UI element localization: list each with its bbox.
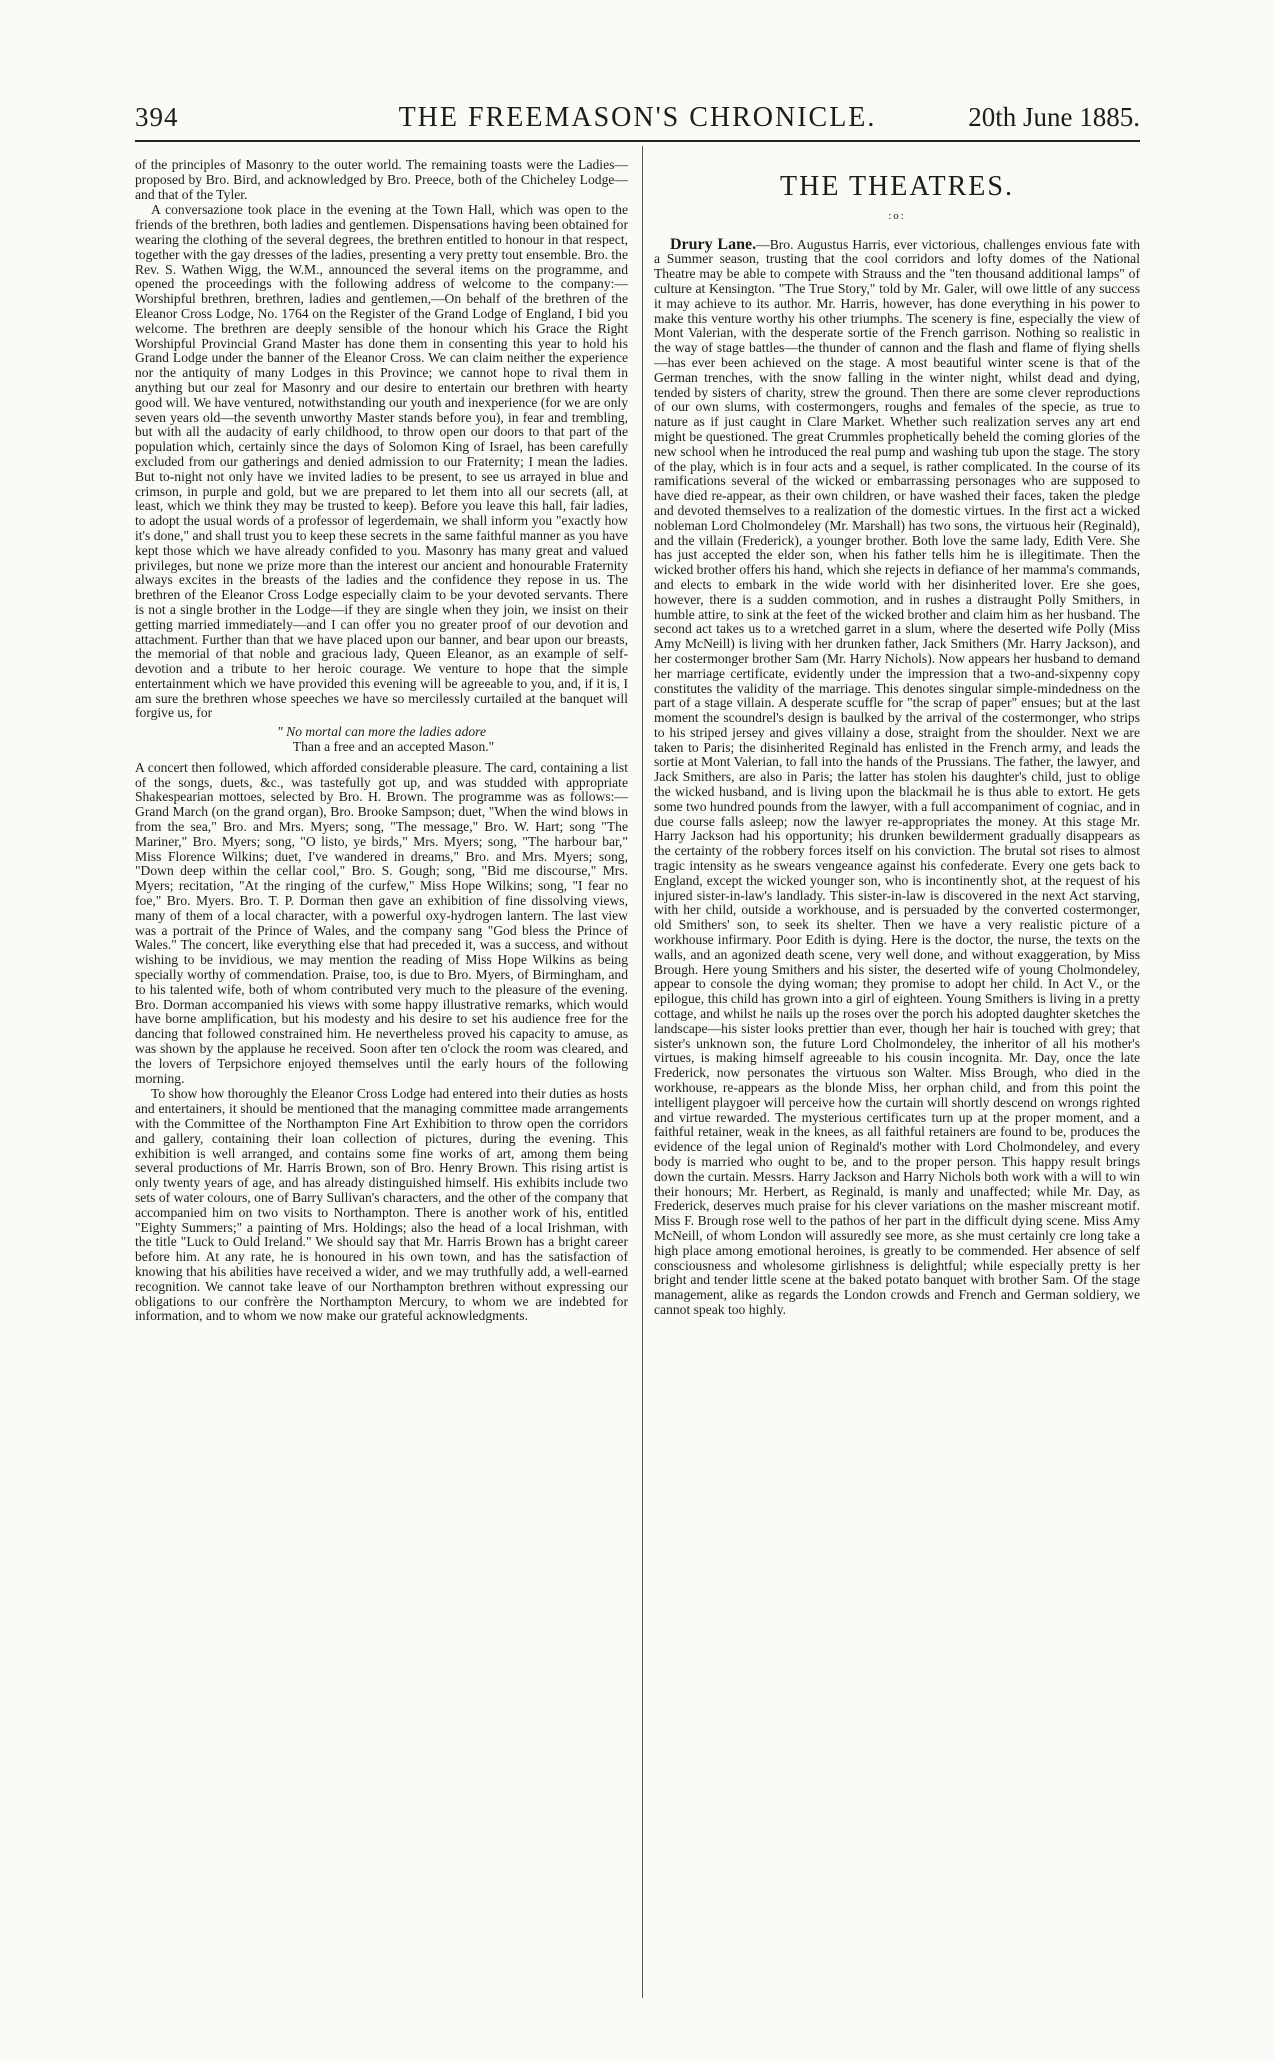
article-paragraph: A concert then followed, which afforded considerable pleasure. The card, containing a list of the songs, duets, &c., was tastefully got up, and was studded with appropriate Shakespearian mottoes, selected by Bro. H. Brown. The programme was as follows:—Grand March (on the grand organ), Bro. Brooke Sampson; duet, "When the wind blows in from the sea," Bro. and Mrs. Myers; song, "The message," Bro. W. Hart; song "The Mariner," Bro. Myers; song, "O listo, ye birds," Mrs. Myers; song, "The harbour bar," Miss Florence Wilkins; duet, I've wandered in dreams," Bro. and Mrs. Myers; song, "Down deep within the cellar cool," Bro. S. Gough; song, "Bid me discourse," Mrs. Myers; recitation, "At the ringing of the curfew," Miss Hope Wilkins; song, "I fear no foe," Bro. Myers. Bro. T. P. Dorman then gave an exhibition of fine dissolving views, many of them of a local character, with a powerful oxy-hydrogen lantern. The last view was a portrait of the Prince of Wales, and the company sang "God bless the Prince of Wales." The concert, like everything else that had preceded it, was a success, and without wishing to be invidious, we may mention the reading of Miss Hope Wilkins as being specially worthy of commendation. Praise, too, is due to Bro. Myers, of Birmingham, and to his talented wife, both of whom contributed very much to the pleasure of the evening. Bro. Dorman accompanied his views with some happy illustrative remarks, which would have borne amplification, but his modesty and his desire to set his audience free for the dancing that followed constrained him. He nevertheless proved his capacity to amuse, as was shown by the applause he received. Soon after ten o'clock the room was cleared, and the lovers of Terpsichore enjoyed themselves until the early hours of the following morning. bbox=[135, 759, 628, 1086]
article-paragraph bbox=[654, 235, 1140, 1318]
article-text: —Bro. Augustus Harris, ever victorious, challenges envious fate with a Summer season, trusting that the cool corridors and lofty domes of the National Theatre may be able to compete with Strauss and the "ten thousand additional lamps" of culture at Kensington. "The True Story," told by Mr. Galer, will owe little of any success it may achieve to its author. Mr. Harris, however, has done everything in his power to make this venture worthy his other triumphs. The scenery is fine, especially the view of Mont Valerian, with the desperate sortie of the French garrison. Nothing so realistic in the way of stage battles—the thunder of cannon and the flash and flame of flying shells—has ever been achieved on the stage. A most beautiful winter scene is that of the German trenches, with the snow falling in the winter night, whilst dead and dying, tended by sisters of charity, strew the ground. Then there are some clever reproductions of our own slums, with costermongers, roughs and females of the specie, as true to nature as if just caught in Clare Market. Whether such realization serves any art end might be questioned. The great Crummles prophetically beheld the coming glories of the new school when he introduced the real pump and washing tub upon the stage. The story of the play, which is in four acts and a sequel, is rather complicated. In the course of its ramifications several of the wicked or embarrassing personages who are supposed to have died re-appear, as their own children, or have washed their faces, taken the pledge and devoted themselves to a realization of the domestic virtues. In the first act a wicked nobleman Lord Cholmondeley (Mr. Marshall) has two sons, the virtuous heir (Reginald), and the villain (Frederick), a younger brother. Both love the same lady, Edith Vere. She has just accepted the elder son, when his father tells him he is illegitimate. Then the wicked brother offers his hand, which she rejects in defiance of her mamma's commands, and elects to embark in the wide world with her disinherited lover. Ere she goes, however, there is a sudden commotion, and in rushes a distraught Polly Smithers, in humble attire, to sink at the feet of the wicked brother and claim him as her husband. The second act takes us to a wretched garret in a slum, where the deserted wife Polly (Miss Amy McNeill) is living with her drunken father, Jack Smithers (Mr. Harry Jackson), and her costermonger brother Sam (Mr. Harry Nichols). Now appears her husband to demand her marriage certificate, evidently under the impression that a two-and-sixpenny copy constitutes the validity of the marriage. This denotes singular simple-mindedness on the part of a stage villain. A desperate scuffle for "the scrap of paper" ensues; but at the last moment the scoundrel's design is baulked by the arrival of the costermonger, who strips to his striped jersey and gives villainy a dose, straight from the shoulder. Next we are taken to Paris; the disinherited Reginald has enlisted in the French army, and leads the sortie at Mont Valerian, to fall into the hands of the Prussians. The father, the lawyer, and Jack Smithers, are also in Paris; the latter has stolen his daughter's child, just to oblige the wicked husband, and is living upon the blackmail he is thus able to extort. He gets some two hundred pounds from the lawyer, with a full accompaniment of cogniac, and in due course falls asleep; now the lawyer re-appropriates the money. At this stage Mr. Harry Jackson had his opportunity; his drunken bewilderment gradually disappears as the certainty of the robbery forces itself on his conviction. The brutal sot rises to almost tragic intensity as he swears vengeance against his confederate. Every one gets back to England, except the wicked younger son, who is incontinently shot, at the request of his injured sister-in-law's landlady. This sister-in-law is discovered in the next Act starving, with her child, outside a workhouse, and is persuaded by the converted costermonger, old Smithers' son, to seek its shelter. Then we have a very realistic picture of a workhouse infirmary. Poor Edith is dying. Here is the doctor, the nurse, the texts on the walls, and an agonized death scene, very well done, and without exaggeration, by Miss Brough. Here young Smithers and his sister, the deserted wife of young Cholmondeley, appear to console the dying woman; they promise to adopt her child. In Act V., or the epilogue, this child has grown into a girl of eighteen. Young Smithers is living in a pretty cottage, and whilst he nails up the roses over the porch his adopted daughter sketches the landscape—his sister looks prettier than ever, though her hair is touched with grey; that sister's unknown son, the future Lord Cholmondeley, the inheritor of all his mother's virtues, is making himself agreeable to his cousin incognita. Mr. Day, once the late Frederick, now personates the virtuous son Walter. Miss Brough, who died in the workhouse, re-appears as the blonde Miss, her orphan child, and from this point the intelligent playgoer will perceive how the curtain will shortly descend on wrongs righted and virtue rewarded. The mysterious certificates turn up at the proper moment, and a faithful retainer, weak in the knees, as all faithful retainers are found to be, produces the evidence of the legal union of Reginald's mother with Lord Cholmondeley, and every body is married who ought to be, and to the proper person. This happy result brings down the curtain. Messrs. Harry Jackson and Harry Nichols both work with a will to win their honours; Mr. Herbert, as Reginald, is manly and unaffected; while Mr. Day, as Frederick, deserves much praise for his clever variations on the masher miscreant motif. Miss F. Brough rose well to the pathos of her part in the difficult dying scene. Miss Amy McNeill, of whom London will assuredly see more, as she must certainly cre long take a high place among emotional heroines, is greatly to be commended. Her absence of self consciousness and wholesome girlishness is delightful; while especially pretty is her bright and tender little scene at the baked potato banquet with brother Sam. Of the stage management, alike as regards the London crowds and French and German soldiery, we cannot speak too highly. bbox=[654, 236, 1140, 1317]
publication-title: THE FREEMASON'S CHRONICLE. bbox=[398, 102, 877, 133]
verse-line: " No mortal can more the ladies adore bbox=[277, 724, 486, 740]
page-number: 394 bbox=[135, 102, 179, 132]
issue-date: 20th June 1885. bbox=[968, 102, 1140, 132]
verse-quote bbox=[135, 725, 628, 755]
header-rule bbox=[135, 140, 1140, 142]
section-title: THE THEATRES. bbox=[780, 171, 1014, 202]
theatre-heading: Drury Lane. bbox=[670, 235, 757, 253]
left-column bbox=[135, 158, 628, 1998]
masthead bbox=[135, 96, 1140, 140]
section-ornament: :o: bbox=[888, 209, 906, 222]
article-paragraph: To show how thoroughly the Eleanor Cross Lodge had entered into their duties as hosts and entertainers, it should be mentioned that the managing committee made arrangements with the Committee of the Northampton Fine Art Exhibition to throw open the corridors and gallery, containing their loan collection of pictures, during the evening. This exhibition is well arranged, and contains some fine works of art, among them being several productions of Mr. Harris Brown, son of Bro. Henry Brown. This rising artist is only twenty years of age, and has already distinguished himself. His exhibits include two sets of water colours, one of Barry Sullivan's characters, and the other of the company that accompanied him on two visits to Northampton. There is another work of his, entitled "Eighty Summers;" a painting of Mrs. Holdings; also the head of a local Irishman, with the title "Luck to Ould Ireland." We should say that Mr. Harris Brown has a bright career before him. At any rate, he is honoured in his own town, and has the satisfaction of knowing that his abilities have received a wider, and we may truthfully add, a well-earned recognition. We cannot take leave of our Northampton brethren without expressing our obligations to our confrère the Northampton Mercury, to whom we are indebted for information, and to whom we now make our grateful acknowledgments. bbox=[135, 1086, 628, 1324]
right-column bbox=[654, 158, 1140, 1998]
article-paragraph: A conversazione took place in the evening at the Town Hall, which was open to the friends of the brethren, both ladies and gentlemen. Dispensations having been obtained for wearing the clothing of the several degrees, the brethren entitled to honour in that respect, together with the gay dresses of the ladies, presenting a very pretty tout ensemble. Bro. the Rev. S. Wathen Wigg, the W.M., announced the several items on the programme, and opened the proceedings with the following address of welcome to the company:—Worshipful brethren, brethren, ladies and gentlemen,—On behalf of the brethren of the Eleanor Cross Lodge, No. 1764 on the Register of the Grand Lodge of England, I bid you welcome. The brethren are deeply sensible of the honour which his Grace the Right Worshipful Provincial Grand Master has done them in consenting this year to hold his Grand Lodge under the banner of the Eleanor Cross. We can claim neither the experience nor the antiquity of many Lodges in this Province; we cannot hope to rival them in anything but our zeal for Masonry and our desire to entertain our brethren with hearty good will. We have ventured, notwithstanding our youth and inexperience (for we are only seven years old—the seventh unworthy Master stands before you), in fear and trembling, but with all the audacity of early childhood, to throw open our doors to that part of the population which, certainly since the days of Solomon King of Israel, has been carefully excluded from our gatherings and denied admission to our Fraternity; I mean the ladies. But to-night not only have we invited ladies to be present, to see us arrayed in blue and crimson, in purple and gold, but we are prepared to let them into all our secrets (all, at least, which we think they may be trusted to keep). Before you leave this hall, fair ladies, to adopt the usual words of a professor of legerdemain, we shall inform you "exactly how it's done," and shall trust you to keep these secrets in the same faithful manner as you have kept those which we have already confided to you. Masonry has many great and valued privileges, but none we prize more than the interest our ancient and honourable Fraternity always excites in the breasts of the ladies and the confidence they repose in us. The brethren of the Eleanor Cross Lodge especially claim to be your devoted servants. There is not a single brother in the Lodge—if they are single when they join, we insist on their getting married immediately—and I can offer you no greater proof of our devotion and attachment. Further than that we have placed upon our banner, and bear upon our breasts, the memorial of that noble and gracious lady, Queen Eleanor, as an example of self-devotion and a tribute to her heroic courage. We venture to hope that the simple entertainment which we have provided this evening will be agreeable to you, and, if it is, I am sure the brethren whose speeches we have so mercilessly curtailed at the banquet will forgive us, for bbox=[135, 202, 628, 721]
column-divider bbox=[642, 146, 643, 1998]
verse-line: Than a free and an accepted Mason." bbox=[292, 739, 495, 755]
article-paragraph: of the principles of Masonry to the outer world. The remaining toasts were the Ladies—proposed by Bro. Bird, and acknowledged by Bro. Preece, both of the Chicheley Lodge—and that of the Tyler. bbox=[135, 158, 628, 202]
